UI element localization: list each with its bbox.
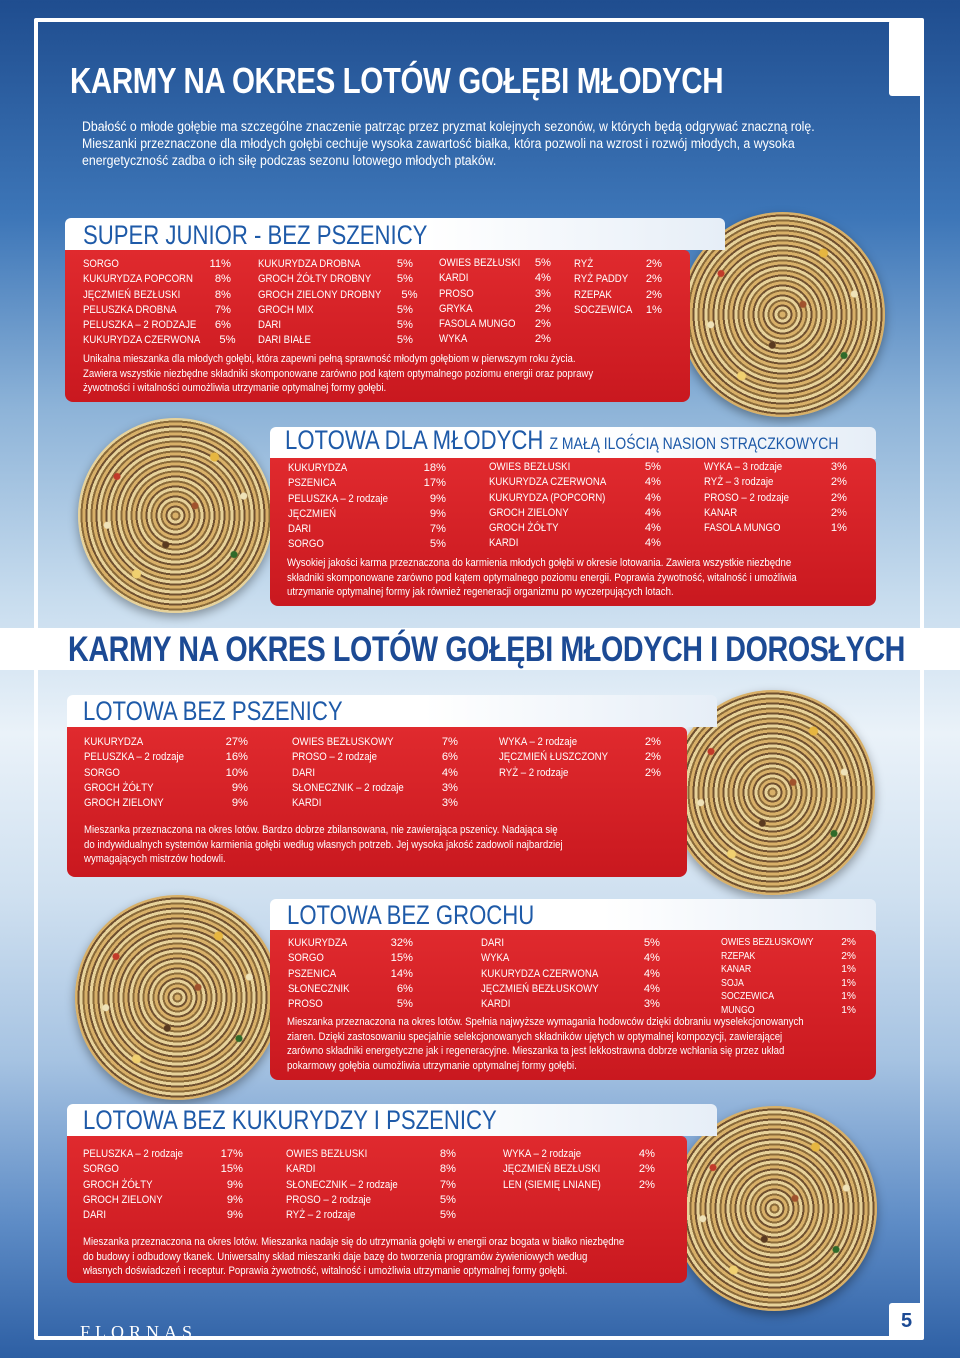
ingredient-row: KANAR 2% bbox=[704, 506, 847, 519]
ingredient-row: PELUSZKA – 2 rodzaje 17% bbox=[83, 1148, 243, 1160]
ingredient-row: SORGO 11% bbox=[83, 258, 231, 270]
ingredient-row: GROCH ZIELONY 4% bbox=[489, 506, 661, 519]
ingredient-row: RZEPAK 2% bbox=[574, 288, 662, 301]
ingredient-row: RYŻ – 2 rodzaje 5% bbox=[286, 1209, 456, 1222]
ingredient-row: FASOLA MUNGO 2% bbox=[439, 318, 551, 331]
ingredient-column bbox=[499, 735, 661, 781]
ingredient-row: KARDI 4% bbox=[439, 272, 551, 285]
ingredient-row: KUKURYDZA (POPCORN) 4% bbox=[489, 491, 661, 504]
ingredient-row: KUKURYDZA POPCORN 8% bbox=[83, 273, 231, 286]
ingredient-row: DARI 5% bbox=[481, 937, 660, 949]
section-description: Wysokiej jakości karma przeznaczona do karmienia młodych gołębi w okresie lotowania. Zawiera wszystkie niezbędne składniki skomponowane zarówno pod kątem optymalnego poziomu energii. Poprawia żywotność, witalność i umożliwia utrzymanie optymalnej formy jak również regeneracji organizmu po wyczerpujących lotach. bbox=[287, 557, 797, 599]
ingredient-row: KARDI 8% bbox=[286, 1163, 456, 1176]
corner-tab bbox=[889, 20, 924, 96]
ingredient-column bbox=[83, 1147, 243, 1223]
ingredient-row: WYKA – 2 rodzaje 2% bbox=[499, 736, 661, 748]
ingredient-column bbox=[84, 735, 248, 811]
ingredient-row: JĘCZMIEŃ BEZŁUSKI 8% bbox=[83, 288, 231, 301]
ingredient-column bbox=[481, 936, 660, 1012]
ingredient-row: GROCH ZIELONY 9% bbox=[84, 797, 248, 810]
seed-mix-photo bbox=[75, 895, 280, 1100]
ingredient-row: KUKURYDZA CZERWONA 4% bbox=[489, 476, 661, 489]
ingredient-row: PSZENICA 17% bbox=[288, 477, 446, 490]
section-description: Mieszanka przeznaczona na okres lotów. Mieszanka nadaje się do utrzymania gołębi w energii oraz bogata w białko niezbędne do budowy i odbudowy tkanek. Uniwersalny skład mieszanki daje bazę do tworzenia programów żywieniowych według własnych doświadczeń i receptur. Poprawia żywotność, witalność i umożliwia utrzymanie optymalnej formy gołębi. bbox=[83, 1236, 625, 1278]
ingredient-row: PSZENICA 14% bbox=[288, 967, 413, 980]
ingredient-row: MUNGO 1% bbox=[721, 1004, 856, 1016]
ingredient-column bbox=[83, 257, 236, 349]
section-title: LOTOWA BEZ KUKURYDZY I PSZENICY bbox=[83, 1105, 497, 1135]
ingredient-row: OWIES BEZŁUSKOWY 7% bbox=[292, 736, 458, 748]
ingredient-column bbox=[704, 460, 847, 536]
ingredient-row: WYKA – 2 rodzaje 4% bbox=[503, 1148, 655, 1160]
ingredient-column bbox=[288, 461, 446, 553]
ingredient-row: KARDI 4% bbox=[489, 537, 661, 550]
ingredient-column bbox=[439, 256, 551, 348]
ingredient-row: SORGO 10% bbox=[84, 766, 248, 779]
ingredient-row: SORGO 5% bbox=[288, 538, 446, 551]
ingredient-row: GROCH ZIELONY DROBNY 5% bbox=[258, 288, 418, 301]
ingredient-row: RYŻ – 2 rodzaje 2% bbox=[499, 766, 661, 779]
ingredient-row: KUKURYDZA CZERWONA 4% bbox=[481, 967, 660, 980]
ingredient-column bbox=[288, 936, 413, 1012]
ingredient-row: SOCZEWICA 1% bbox=[574, 303, 662, 316]
section-title: LOTOWA DLA MŁODYCH Z MAŁĄ ILOŚCIĄ NASION STRĄCZKOWYCH bbox=[285, 425, 839, 455]
intro-text: Dbałość o młode gołębie ma szczególne znaczenie patrząc przez pryzmat kolejnych sezonów, w których będą odgrywać znaczną rolę. Mieszanki przeznaczone dla młodych gołębi cechuje wysoka zawartość białka, która pozwoli na wzrost i rozwój młodych, a wysoka energetyczność zadba o ich siłę podczas sezonu lotowego młodych ptaków. bbox=[82, 119, 815, 168]
ingredient-row: DARI 9% bbox=[83, 1209, 243, 1222]
ingredient-row: WYKA – 3 rodzaje 3% bbox=[704, 461, 847, 473]
ingredient-column bbox=[258, 257, 418, 349]
ingredient-row: GRYKA 2% bbox=[439, 302, 551, 315]
ingredient-row: SOJA 1% bbox=[721, 977, 856, 989]
ingredient-column bbox=[489, 460, 661, 552]
ingredient-column bbox=[292, 735, 458, 811]
ingredient-row: GROCH MIX 5% bbox=[258, 303, 413, 316]
ingredient-row: RYŻ – 3 rodzaje 2% bbox=[704, 476, 847, 489]
ingredient-row: KARDI 3% bbox=[481, 998, 660, 1011]
ingredient-row: GROCH ŻÓŁTY 4% bbox=[489, 522, 661, 535]
seed-mix-photo bbox=[78, 418, 273, 613]
ingredient-row: PELUSZKA – 2 rodzaje 9% bbox=[288, 492, 446, 505]
ingredient-row: JĘCZMIEŃ ŁUSZCZONY 2% bbox=[499, 751, 661, 764]
page-number: 5 bbox=[889, 1303, 924, 1339]
ingredient-row: JĘCZMIEŃ BEZŁUSKI 2% bbox=[503, 1163, 655, 1176]
ingredient-row: DARI 5% bbox=[258, 319, 413, 332]
ingredient-row: SŁONECZNIK – 2 rodzaje 3% bbox=[292, 781, 458, 794]
ingredient-row: SŁONECZNIK 6% bbox=[288, 982, 413, 995]
ingredient-column bbox=[286, 1147, 456, 1223]
ingredient-row: PROSO – 2 rodzaje 6% bbox=[292, 751, 458, 764]
ingredient-row: GROCH ŻÓŁTY 9% bbox=[84, 781, 248, 794]
section-title: SUPER JUNIOR - BEZ PSZENICY bbox=[83, 220, 428, 250]
ingredient-row: PELUSZKA DROBNA 7% bbox=[83, 303, 231, 316]
ingredient-row: OWIES BEZŁUSKI 8% bbox=[286, 1148, 456, 1160]
ingredient-column bbox=[721, 936, 856, 1018]
ingredient-row: SŁONECZNIK – 2 rodzaje 7% bbox=[286, 1178, 456, 1191]
ingredient-row: DARI BIAŁE 5% bbox=[258, 334, 413, 347]
ingredient-row: DARI 4% bbox=[292, 766, 458, 779]
ingredient-row: KUKURYDZA 18% bbox=[288, 462, 446, 474]
ingredient-row: LEN (SIEMIĘ LNIANE) 2% bbox=[503, 1178, 655, 1191]
ingredient-row: FASOLA MUNGO 1% bbox=[704, 522, 847, 535]
ingredient-row: JĘCZMIEŃ 9% bbox=[288, 507, 446, 520]
ingredient-row: GROCH ŻÓŁTY 9% bbox=[83, 1178, 243, 1191]
ingredient-row: DARI 7% bbox=[288, 523, 446, 536]
ingredient-row: KUKURYDZA 27% bbox=[84, 736, 248, 748]
ingredient-row: SORGO 15% bbox=[83, 1163, 243, 1176]
ingredient-row: GROCH ŻÓŁTY DROBNY 5% bbox=[258, 273, 413, 286]
ingredient-row: PROSO – 2 rodzaje 2% bbox=[704, 491, 847, 504]
ingredient-row: JĘCZMIEŃ BEZŁUSKOWY 4% bbox=[481, 982, 660, 995]
ingredient-row: KANAR 1% bbox=[721, 964, 856, 976]
ingredient-row: OWIES BEZŁUSKOWY 2% bbox=[721, 937, 856, 948]
page-title: KARMY NA OKRES LOTÓW GOŁĘBI MŁODYCH bbox=[70, 60, 724, 101]
ingredient-row: RZEPAK 2% bbox=[721, 950, 856, 962]
ingredient-row: WYKA 4% bbox=[481, 952, 660, 965]
ingredient-row: RYŻ PADDY 2% bbox=[574, 273, 662, 286]
section-title: LOTOWA BEZ PSZENICY bbox=[83, 696, 343, 726]
ingredient-row: PROSO – 2 rodzaje 5% bbox=[286, 1193, 456, 1206]
ingredient-row: KUKURYDZA CZERWONA 5% bbox=[83, 334, 236, 347]
ingredient-column bbox=[574, 257, 662, 318]
ingredient-row: OWIES BEZŁUSKI 5% bbox=[489, 461, 661, 473]
ingredient-column bbox=[503, 1147, 655, 1193]
ingredient-row: KUKURYDZA DROBNA 5% bbox=[258, 258, 413, 270]
ingredient-row: PELUSZKA – 2 rodzaje 16% bbox=[84, 751, 248, 764]
seed-mix-photo bbox=[672, 1106, 877, 1311]
ingredient-row: PROSO 3% bbox=[439, 287, 551, 300]
brand-logo: FLORNAS bbox=[80, 1322, 198, 1342]
band-title: KARMY NA OKRES LOTÓW GOŁĘBI MŁODYCH I DOROSŁYCH bbox=[68, 630, 905, 669]
ingredient-row: PELUSZKA – 2 RODZAJE 6% bbox=[83, 319, 231, 332]
ingredient-row: SOCZEWICA 1% bbox=[721, 991, 856, 1003]
ingredient-row: OWIES BEZŁUSKI 5% bbox=[439, 257, 551, 269]
section-description: Mieszanka przeznaczona na okres lotów. Spełnia najwyższe wymagania hodowców dzięki dobraniu wyselekcjonowanych ziaren. Dzięki zastosowaniu specjalnie selekcjonowanych składników ujętych w optymalnej kompozycji, zawierającej zarówno składniki energetyczne jak i regeneracyjne. Mieszanka ta jest lekkostrawna dobrze wchłania się przez układ pokarmowy gołębia oumożliwia utrzymanie optymalnej formy gołębi. bbox=[287, 1016, 804, 1072]
ingredient-row: KUKURYDZA 32% bbox=[288, 937, 413, 949]
ingredient-row: PROSO 5% bbox=[288, 998, 413, 1011]
section-description: Mieszanka przeznaczona na okres lotów. Bardzo dobrze zbilansowana, nie zawierająca pszenicy. Nadająca się do indywidualnych systemów karmienia gołębi według własnych potrzeb. Jej wysoka jakość zadowoli najbardziej wymagających mistrzów hodowli. bbox=[84, 824, 563, 866]
ingredient-row: KARDI 3% bbox=[292, 797, 458, 810]
section-description: Unikalna mieszanka dla młodych gołębi, która zapewni pełną sprawność młodym gołębiom w pierwszym roku życia. Zawiera wszystkie niezbędne składniki skomponowane zarówno pod kątem optymalnego poziomu energii oraz poprawy żywotności i witalności oumożliwia utrzymanie optymalnej formy gołębi. bbox=[83, 353, 594, 395]
ingredient-row: RYŻ 2% bbox=[574, 258, 662, 270]
ingredient-row: SORGO 15% bbox=[288, 952, 413, 965]
ingredient-row: GROCH ZIELONY 9% bbox=[83, 1193, 243, 1206]
ingredient-row: WYKA 2% bbox=[439, 333, 551, 346]
section-title: LOTOWA BEZ GROCHU bbox=[287, 900, 535, 930]
